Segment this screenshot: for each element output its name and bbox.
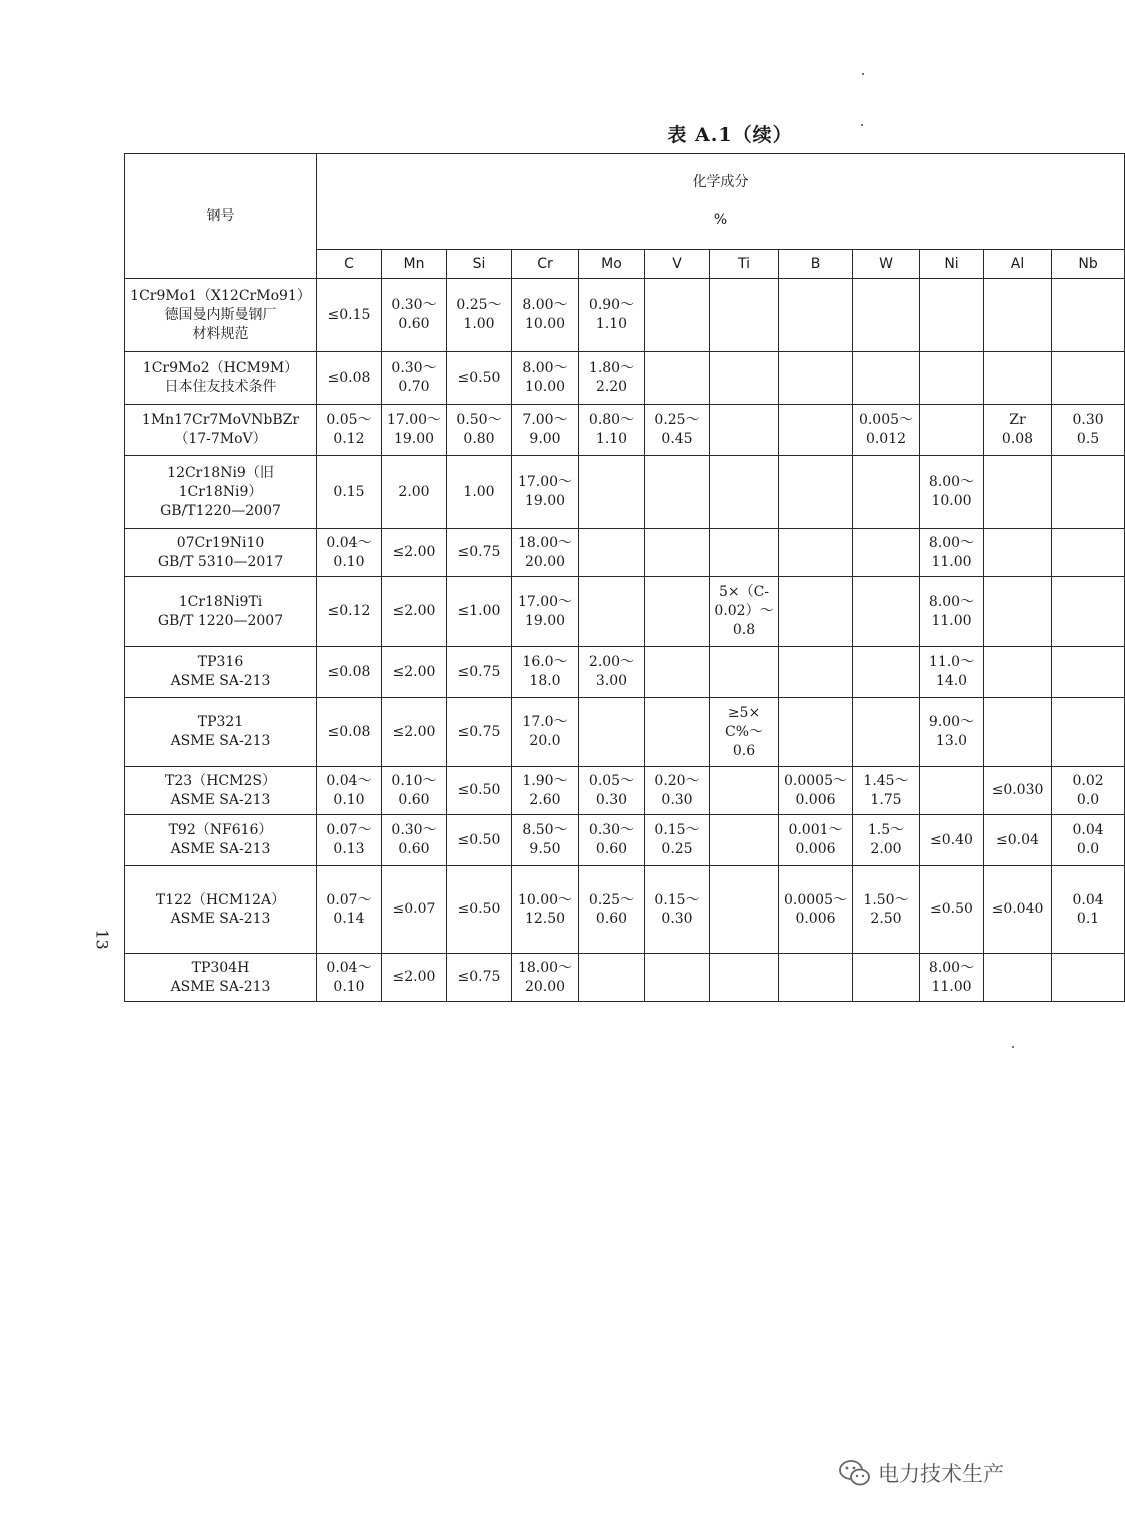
value-cell: 17.00～ 19.00 xyxy=(512,577,579,647)
value-cell: 8.00～ 11.00 xyxy=(920,954,984,1002)
value-cell: ≤0.50 xyxy=(447,866,512,954)
value-cell xyxy=(579,577,645,647)
element-header: V xyxy=(645,250,710,279)
value-cell xyxy=(779,279,853,352)
value-cell xyxy=(710,352,779,405)
value-cell xyxy=(779,405,853,456)
value-cell: 0.04～ 0.10 xyxy=(317,767,382,815)
value-cell: 0.15～ 0.30 xyxy=(645,866,710,954)
value-cell xyxy=(645,529,710,577)
value-cell: 16.0～ 18.0 xyxy=(512,647,579,698)
value-cell: 0.04～ 0.10 xyxy=(317,529,382,577)
element-header: Nb xyxy=(1052,250,1125,279)
value-cell: 0.80～ 1.10 xyxy=(579,405,645,456)
value-cell: 0.50～ 0.80 xyxy=(447,405,512,456)
value-cell: 17.00～ 19.00 xyxy=(382,405,447,456)
value-cell: ≤0.040 xyxy=(984,866,1052,954)
value-cell xyxy=(579,698,645,767)
table-row xyxy=(125,405,1125,456)
value-cell xyxy=(853,456,920,529)
value-cell: ≤0.75 xyxy=(447,529,512,577)
value-cell: 1.80～ 2.20 xyxy=(579,352,645,405)
table-body xyxy=(125,279,1125,1002)
steel-grade-cell: 12Cr18Ni9（旧 1Cr18Ni9） GB/T1220—2007 xyxy=(125,456,317,529)
value-cell xyxy=(579,954,645,1002)
value-cell xyxy=(710,456,779,529)
value-cell: ≥5× C%～ 0.6 xyxy=(710,698,779,767)
element-header: Ni xyxy=(920,250,984,279)
value-cell xyxy=(710,866,779,954)
steel-grade-cell: T122（HCM12A） ASME SA-213 xyxy=(125,866,317,954)
value-cell xyxy=(853,647,920,698)
value-cell: ≤0.08 xyxy=(317,698,382,767)
table-row xyxy=(125,529,1125,577)
scan-speck xyxy=(862,73,864,75)
value-cell: 0.30～ 0.60 xyxy=(579,815,645,866)
value-cell xyxy=(710,815,779,866)
table-row xyxy=(125,352,1125,405)
value-cell xyxy=(984,529,1052,577)
value-cell: 0.25～ 0.60 xyxy=(579,866,645,954)
table-row xyxy=(125,866,1125,954)
value-cell xyxy=(1052,529,1125,577)
value-cell xyxy=(984,456,1052,529)
steel-grade-cell: T23（HCM2S） ASME SA-213 xyxy=(125,767,317,815)
value-cell xyxy=(779,529,853,577)
value-cell xyxy=(710,279,779,352)
value-cell: 0.10～ 0.60 xyxy=(382,767,447,815)
table-row xyxy=(125,815,1125,866)
value-cell: 0.005～ 0.012 xyxy=(853,405,920,456)
table-row xyxy=(125,647,1125,698)
value-cell: ≤2.00 xyxy=(382,529,447,577)
value-cell: ≤0.12 xyxy=(317,577,382,647)
value-cell xyxy=(1052,577,1125,647)
table-row xyxy=(125,456,1125,529)
value-cell xyxy=(779,954,853,1002)
value-cell: 0.30 0.5 xyxy=(1052,405,1125,456)
table-row xyxy=(125,279,1125,352)
value-cell: ≤0.50 xyxy=(447,767,512,815)
table-row xyxy=(125,698,1125,767)
watermark xyxy=(838,1456,1004,1490)
value-cell xyxy=(853,279,920,352)
value-cell: 1.90～ 2.60 xyxy=(512,767,579,815)
value-cell: 18.00～ 20.00 xyxy=(512,529,579,577)
value-cell xyxy=(779,456,853,529)
value-cell xyxy=(645,352,710,405)
value-cell xyxy=(645,279,710,352)
value-cell: ≤2.00 xyxy=(382,954,447,1002)
composition-header xyxy=(317,154,1125,250)
value-cell: ≤0.50 xyxy=(447,352,512,405)
element-header: Mn xyxy=(382,250,447,279)
table-title: 表 A.1（续） xyxy=(667,124,793,146)
value-cell: ≤1.00 xyxy=(447,577,512,647)
value-cell xyxy=(984,577,1052,647)
table-row xyxy=(125,577,1125,647)
table-row xyxy=(125,954,1125,1002)
value-cell: ≤0.40 xyxy=(920,815,984,866)
scan-speck xyxy=(1012,1046,1014,1048)
value-cell: Zr 0.08 xyxy=(984,405,1052,456)
value-cell: 0.05～ 0.30 xyxy=(579,767,645,815)
value-cell xyxy=(1052,352,1125,405)
element-header: Cr xyxy=(512,250,579,279)
element-header: B xyxy=(779,250,853,279)
value-cell: ≤0.030 xyxy=(984,767,1052,815)
value-cell: 2.00～ 3.00 xyxy=(579,647,645,698)
steel-grade-cell: TP316 ASME SA-213 xyxy=(125,647,317,698)
element-header: C xyxy=(317,250,382,279)
value-cell xyxy=(579,456,645,529)
value-cell xyxy=(920,405,984,456)
value-cell: 0.0005～ 0.006 xyxy=(779,767,853,815)
value-cell: 0.05～ 0.12 xyxy=(317,405,382,456)
value-cell: 0.07～ 0.13 xyxy=(317,815,382,866)
value-cell xyxy=(710,405,779,456)
value-cell xyxy=(984,954,1052,1002)
value-cell: ≤0.04 xyxy=(984,815,1052,866)
steel-grade-cell: TP304H ASME SA-213 xyxy=(125,954,317,1002)
value-cell: 8.00～ 10.00 xyxy=(512,352,579,405)
value-cell xyxy=(710,954,779,1002)
value-cell xyxy=(984,647,1052,698)
value-cell xyxy=(1052,279,1125,352)
value-cell xyxy=(710,647,779,698)
value-cell xyxy=(984,279,1052,352)
value-cell: ≤2.00 xyxy=(382,698,447,767)
value-cell: 17.0～ 20.0 xyxy=(512,698,579,767)
value-cell: 8.00～ 10.00 xyxy=(920,456,984,529)
steel-grade-cell: 1Cr9Mo2（HCM9M） 日本住友技术条件 xyxy=(125,352,317,405)
value-cell: 17.00～ 19.00 xyxy=(512,456,579,529)
value-cell xyxy=(853,954,920,1002)
value-cell xyxy=(645,698,710,767)
value-cell xyxy=(1052,456,1125,529)
value-cell: ≤0.50 xyxy=(920,866,984,954)
value-cell: 0.30～ 0.60 xyxy=(382,815,447,866)
value-cell: ≤0.75 xyxy=(447,698,512,767)
steel-grade-cell: 1Mn17Cr7MoVNbBZr （17-7MoV） xyxy=(125,405,317,456)
value-cell: 0.15～ 0.25 xyxy=(645,815,710,866)
value-cell xyxy=(779,698,853,767)
value-cell: 0.04 0.0 xyxy=(1052,815,1125,866)
value-cell: 0.001～ 0.006 xyxy=(779,815,853,866)
value-cell: 0.20～ 0.30 xyxy=(645,767,710,815)
value-cell: ≤2.00 xyxy=(382,577,447,647)
composition-unit: % xyxy=(713,212,728,228)
value-cell: ≤0.08 xyxy=(317,647,382,698)
chemical-composition-table xyxy=(124,153,1125,1002)
value-cell: 0.04 0.1 xyxy=(1052,866,1125,954)
value-cell xyxy=(779,647,853,698)
value-cell: 1.50～ 2.50 xyxy=(853,866,920,954)
value-cell: 5×（C- 0.02）～ 0.8 xyxy=(710,577,779,647)
value-cell: ≤0.50 xyxy=(447,815,512,866)
value-cell xyxy=(645,577,710,647)
value-cell: 0.30～ 0.60 xyxy=(382,279,447,352)
value-cell xyxy=(645,954,710,1002)
steel-grade-cell: 1Cr18Ni9Ti GB/T 1220—2007 xyxy=(125,577,317,647)
steel-grade-cell: 1Cr9Mo1（X12CrMo91） 德国曼内斯曼钢厂 材料规范 xyxy=(125,279,317,352)
grade-header: 钢号 xyxy=(125,154,317,279)
value-cell: 0.25～ 1.00 xyxy=(447,279,512,352)
value-cell: ≤0.07 xyxy=(382,866,447,954)
value-cell: 0.90～ 1.10 xyxy=(579,279,645,352)
value-cell: ≤0.75 xyxy=(447,954,512,1002)
value-cell: 9.00～ 13.0 xyxy=(920,698,984,767)
element-header: Ti xyxy=(710,250,779,279)
value-cell: 0.15 xyxy=(317,456,382,529)
scan-speck xyxy=(861,124,863,126)
table-viewport xyxy=(124,153,1104,995)
value-cell: 11.0～ 14.0 xyxy=(920,647,984,698)
value-cell: 8.00～ 11.00 xyxy=(920,577,984,647)
steel-grade-cell: TP321 ASME SA-213 xyxy=(125,698,317,767)
value-cell: 10.00～ 12.50 xyxy=(512,866,579,954)
value-cell xyxy=(645,456,710,529)
element-header: Al xyxy=(984,250,1052,279)
value-cell: 0.02 0.0 xyxy=(1052,767,1125,815)
value-cell xyxy=(779,577,853,647)
value-cell: 18.00～ 20.00 xyxy=(512,954,579,1002)
value-cell xyxy=(779,352,853,405)
value-cell: 0.07～ 0.14 xyxy=(317,866,382,954)
value-cell: 1.5～ 2.00 xyxy=(853,815,920,866)
value-cell: 7.00～ 9.00 xyxy=(512,405,579,456)
steel-grade-cell: T92（NF616） ASME SA-213 xyxy=(125,815,317,866)
value-cell xyxy=(579,529,645,577)
value-cell xyxy=(853,698,920,767)
value-cell: ≤0.08 xyxy=(317,352,382,405)
value-cell xyxy=(920,767,984,815)
value-cell xyxy=(920,279,984,352)
value-cell xyxy=(984,352,1052,405)
composition-label: 化学成分 xyxy=(692,174,749,190)
value-cell: 8.00～ 11.00 xyxy=(920,529,984,577)
value-cell xyxy=(710,529,779,577)
value-cell: ≤0.15 xyxy=(317,279,382,352)
value-cell xyxy=(853,352,920,405)
value-cell: ≤0.75 xyxy=(447,647,512,698)
value-cell: 8.00～ 10.00 xyxy=(512,279,579,352)
wechat-icon xyxy=(838,1458,872,1488)
value-cell: 1.00 xyxy=(447,456,512,529)
watermark-text: 电力技术生产 xyxy=(878,1462,1004,1486)
value-cell xyxy=(1052,698,1125,767)
steel-grade-cell: 07Cr19Ni10 GB/T 5310—2017 xyxy=(125,529,317,577)
value-cell xyxy=(853,529,920,577)
value-cell xyxy=(1052,647,1125,698)
value-cell: 0.04～ 0.10 xyxy=(317,954,382,1002)
element-header: Mo xyxy=(579,250,645,279)
value-cell: 1.45～ 1.75 xyxy=(853,767,920,815)
value-cell xyxy=(984,698,1052,767)
value-cell: 0.30～ 0.70 xyxy=(382,352,447,405)
page-number: 13 xyxy=(92,929,112,950)
value-cell: 8.50～ 9.50 xyxy=(512,815,579,866)
value-cell: 0.0005～ 0.006 xyxy=(779,866,853,954)
value-cell: 2.00 xyxy=(382,456,447,529)
value-cell xyxy=(853,577,920,647)
element-header: Si xyxy=(447,250,512,279)
element-header: W xyxy=(853,250,920,279)
value-cell xyxy=(920,352,984,405)
value-cell xyxy=(645,647,710,698)
value-cell: 0.25～ 0.45 xyxy=(645,405,710,456)
value-cell xyxy=(1052,954,1125,1002)
value-cell xyxy=(710,767,779,815)
table-row xyxy=(125,767,1125,815)
value-cell: ≤2.00 xyxy=(382,647,447,698)
